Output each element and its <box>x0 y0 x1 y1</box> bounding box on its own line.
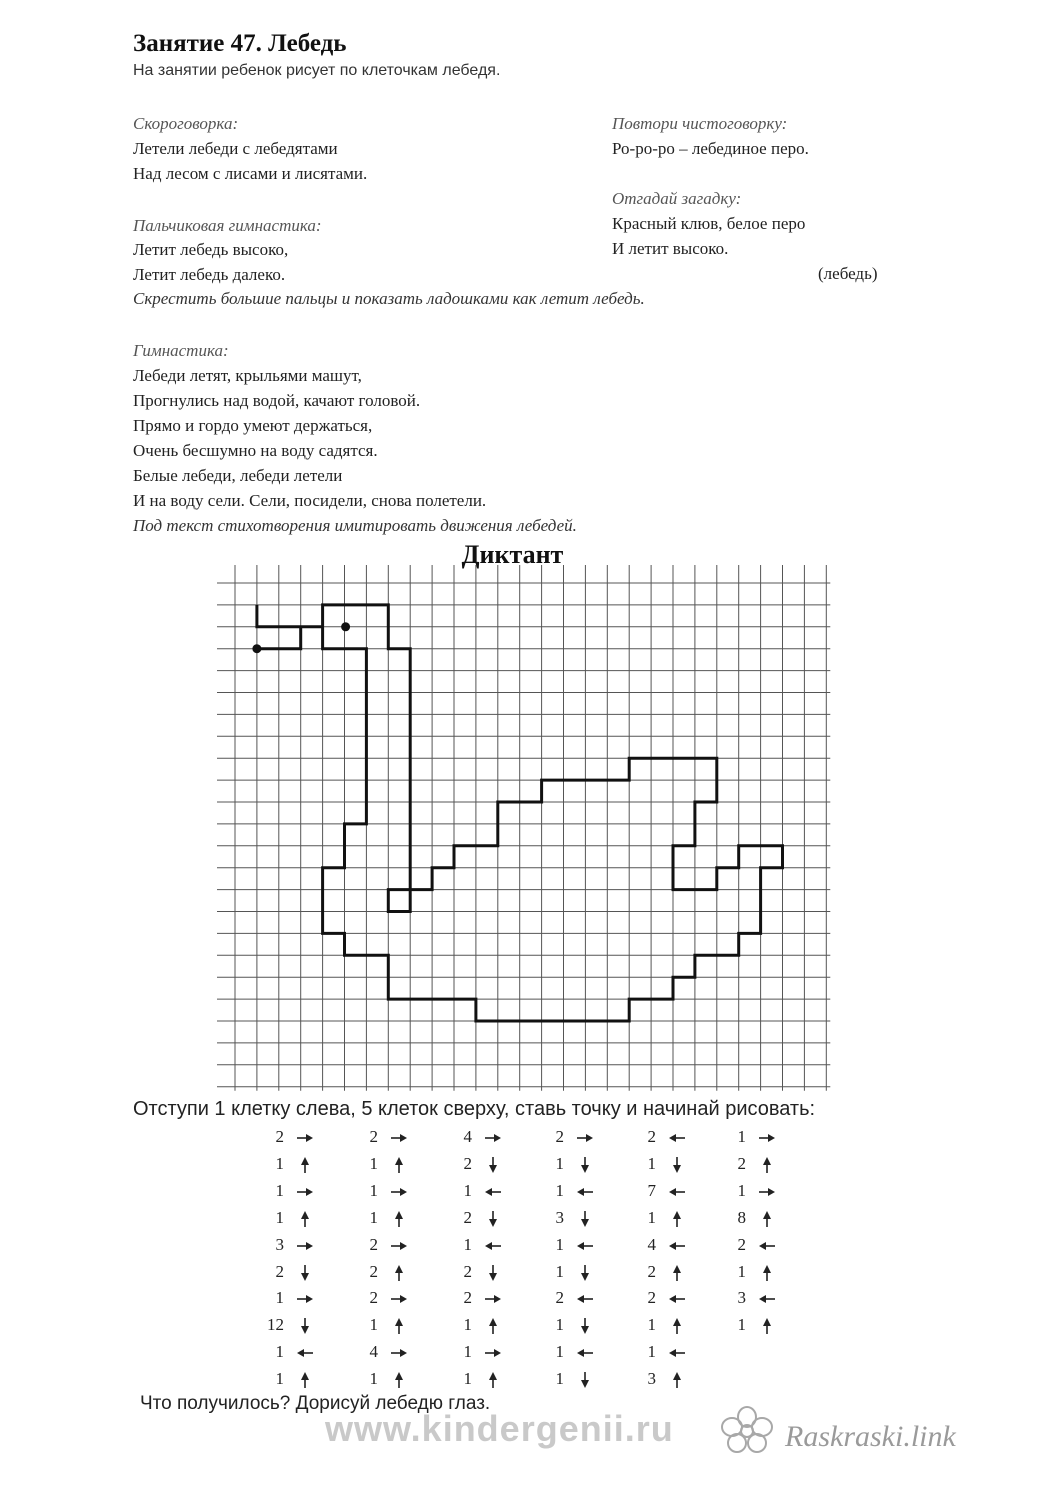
step-count: 2 <box>275 1127 284 1146</box>
dictation-step <box>336 1154 416 1176</box>
dictation-step <box>242 1235 322 1257</box>
gymnastics-heading: Гимнастика: <box>133 341 229 360</box>
dictation-step <box>336 1315 416 1337</box>
arrow-up-icon <box>388 1263 410 1283</box>
arrow-right-icon <box>388 1128 410 1148</box>
dictation-step <box>336 1127 416 1149</box>
dictation-step <box>242 1154 322 1176</box>
step-count: 2 <box>463 1261 472 1281</box>
dictation-step <box>614 1181 694 1203</box>
finger-gym-heading: Пальчиковая гимнастика: <box>133 216 322 235</box>
gymnastics-line: Белые лебеди, лебеди летели <box>133 466 343 485</box>
dictation-title: Диктант <box>461 540 564 569</box>
grid-lines <box>217 565 830 1091</box>
dictation-step <box>704 1288 784 1310</box>
arrow-down-icon <box>574 1316 596 1336</box>
arrow-right-icon <box>388 1182 410 1202</box>
step-count: 1 <box>275 1207 284 1227</box>
step-count: 2 <box>647 1288 656 1308</box>
arrow-down-icon <box>482 1209 504 1229</box>
dictation-step <box>430 1262 510 1284</box>
dictation-step <box>522 1181 602 1203</box>
step-count: 1 <box>555 1342 564 1362</box>
arrow-right-icon <box>388 1236 410 1256</box>
step-count: 3 <box>275 1234 284 1254</box>
step-count: 1 <box>555 1369 564 1389</box>
arrow-up-icon <box>388 1209 410 1229</box>
dictation-step <box>522 1127 602 1149</box>
step-count: 2 <box>369 1127 378 1146</box>
arrow-right-icon <box>482 1289 504 1309</box>
step-count: 2 <box>463 1288 472 1308</box>
step-count: 4 <box>463 1127 472 1146</box>
dictation-step <box>704 1235 784 1257</box>
arrow-down-icon <box>574 1209 596 1229</box>
dictation-step <box>522 1262 602 1284</box>
dictation-step <box>614 1315 694 1337</box>
dictation-step <box>336 1208 416 1230</box>
dictation-step <box>336 1181 416 1203</box>
dictation-step <box>336 1262 416 1284</box>
step-count: 1 <box>737 1127 746 1146</box>
step-count: 1 <box>555 1234 564 1254</box>
step-count: 3 <box>647 1369 656 1389</box>
gymnastics-line: Прямо и гордо умеют держаться, <box>133 416 373 435</box>
arrow-right-icon <box>388 1289 410 1309</box>
arrow-up-icon <box>388 1155 410 1175</box>
dictation-step <box>704 1154 784 1176</box>
step-count: 1 <box>737 1180 746 1200</box>
arrow-right-icon <box>482 1343 504 1363</box>
arrow-down-icon <box>574 1263 596 1283</box>
dictation-step <box>242 1315 322 1337</box>
arrow-down-icon <box>666 1155 688 1175</box>
dictation-step <box>614 1127 694 1149</box>
step-count: 1 <box>555 1180 564 1200</box>
arrow-left-icon <box>482 1182 504 1202</box>
dictation-step <box>336 1288 416 1310</box>
dictation-step <box>704 1262 784 1284</box>
arrow-down-icon <box>574 1155 596 1175</box>
arrow-up-icon <box>294 1155 316 1175</box>
step-count: 7 <box>647 1180 656 1200</box>
step-count: 2 <box>369 1261 378 1281</box>
arrow-left-icon <box>574 1182 596 1202</box>
dictation-step <box>614 1208 694 1230</box>
step-count: 1 <box>555 1261 564 1281</box>
dictation-step <box>522 1154 602 1176</box>
dictation-step <box>614 1288 694 1310</box>
dictation-step <box>522 1369 602 1391</box>
dictation-step <box>430 1235 510 1257</box>
gymnastics-line: И на воду сели. Сели, посидели, снова полетели. <box>133 491 487 510</box>
dictation-step <box>704 1208 784 1230</box>
arrow-down-icon <box>482 1155 504 1175</box>
brand-watermark: Raskraski.link <box>785 1420 956 1453</box>
arrow-up-icon <box>666 1263 688 1283</box>
dictation-step <box>430 1342 510 1364</box>
step-count: 1 <box>369 1207 378 1227</box>
dictation-step <box>430 1154 510 1176</box>
finger-gym-note: Скрестить большие пальцы и показать ладошками как летит лебедь. <box>133 289 645 308</box>
arrow-up-icon <box>666 1370 688 1390</box>
dictation-step <box>430 1181 510 1203</box>
arrow-up-icon <box>756 1155 778 1175</box>
arrow-right-icon <box>294 1128 316 1148</box>
step-count: 1 <box>369 1369 378 1389</box>
page-subtitle: На занятии ребенок рисует по клеточкам лебедя. <box>133 62 501 79</box>
arrow-right-icon <box>294 1236 316 1256</box>
step-count: 1 <box>275 1288 284 1308</box>
dictation-step <box>242 1369 322 1391</box>
step-count: 1 <box>463 1234 472 1254</box>
step-count: 1 <box>369 1180 378 1200</box>
dictation-step <box>614 1262 694 1284</box>
arrow-left-icon <box>666 1128 688 1148</box>
dictation-step <box>430 1288 510 1310</box>
arrow-down-icon <box>294 1263 316 1283</box>
dictation-instruction: Отступи 1 клетку слева, 5 клеток сверху, ставь точку и начинай рисовать: <box>133 1098 816 1120</box>
dictation-step <box>430 1369 510 1391</box>
arrow-left-icon <box>666 1236 688 1256</box>
riddle-heading: Отгадай загадку: <box>612 189 742 208</box>
arrow-up-icon <box>666 1209 688 1229</box>
arrow-left-icon <box>574 1236 596 1256</box>
dictation-step <box>430 1127 510 1149</box>
arrow-up-icon <box>756 1263 778 1283</box>
step-count: 2 <box>463 1153 472 1173</box>
arrow-up-icon <box>756 1209 778 1229</box>
gymnastics-line: Лебеди летят, крыльями машут, <box>133 366 362 385</box>
step-count: 3 <box>737 1288 746 1308</box>
dictation-step <box>242 1342 322 1364</box>
arrow-right-icon <box>294 1182 316 1202</box>
dictation-step <box>336 1235 416 1257</box>
arrow-left-icon <box>666 1289 688 1309</box>
arrow-left-icon <box>666 1343 688 1363</box>
dictation-step <box>430 1208 510 1230</box>
arrow-up-icon <box>482 1370 504 1390</box>
dictation-step <box>522 1288 602 1310</box>
step-count: 2 <box>463 1207 472 1227</box>
dictation-step <box>704 1315 784 1337</box>
arrow-down-icon <box>574 1370 596 1390</box>
arrow-up-icon <box>482 1316 504 1336</box>
arrow-up-icon <box>294 1209 316 1229</box>
step-count: 1 <box>463 1180 472 1200</box>
step-count: 3 <box>555 1207 564 1227</box>
page-title: Занятие 47. Лебедь <box>133 30 347 57</box>
step-count: 4 <box>369 1342 378 1362</box>
arrow-up-icon <box>388 1370 410 1390</box>
step-count: 2 <box>369 1288 378 1308</box>
step-count: 1 <box>555 1315 564 1335</box>
step-count: 1 <box>369 1315 378 1335</box>
gymnastics-note: Под текст стихотворения имитировать движения лебедей. <box>133 516 577 535</box>
step-count: 1 <box>463 1342 472 1362</box>
step-count: 1 <box>647 1342 656 1362</box>
arrow-left-icon <box>482 1236 504 1256</box>
step-count: 1 <box>737 1261 746 1281</box>
dictation-step <box>336 1342 416 1364</box>
dictation-step <box>336 1369 416 1391</box>
riddle-line: Красный клюв, белое перо <box>612 214 806 233</box>
tongue-twister-heading: Скороговорка: <box>133 114 239 133</box>
finger-gym-line: Летит лебедь высоко, <box>133 240 289 259</box>
step-count: 1 <box>275 1342 284 1362</box>
swan-eye <box>341 622 350 631</box>
arrow-down-icon <box>294 1316 316 1336</box>
arrow-up-icon <box>756 1316 778 1336</box>
riddle-line: И летит высоко. <box>612 239 729 258</box>
step-count: 1 <box>369 1153 378 1173</box>
arrow-left-icon <box>574 1289 596 1309</box>
dictation-step <box>242 1127 322 1149</box>
dictation-step <box>242 1208 322 1230</box>
arrow-right-icon <box>756 1182 778 1202</box>
dictation-step <box>614 1235 694 1257</box>
step-count: 2 <box>737 1153 746 1173</box>
arrow-left-icon <box>756 1236 778 1256</box>
footer-question: Что получилось? Дорисуй лебедю глаз. <box>140 1393 491 1414</box>
dictation-step <box>704 1127 784 1149</box>
arrow-left-icon <box>756 1289 778 1309</box>
step-count: 1 <box>463 1369 472 1389</box>
dictation-step <box>704 1181 784 1203</box>
riddle-answer: (лебедь) <box>818 264 878 283</box>
flower-icon <box>718 1405 776 1455</box>
step-count: 12 <box>267 1315 284 1335</box>
repeat-line: Ро-ро-ро – лебединое перо. <box>612 139 809 158</box>
step-count: 8 <box>737 1207 746 1227</box>
step-count: 4 <box>647 1234 656 1254</box>
site-watermark: www.kindergenii.ru <box>325 1408 674 1449</box>
step-count: 1 <box>275 1369 284 1389</box>
step-count: 2 <box>737 1234 746 1254</box>
step-count: 1 <box>647 1207 656 1227</box>
dictation-step <box>614 1369 694 1391</box>
dictation-step <box>242 1181 322 1203</box>
step-count: 1 <box>555 1153 564 1173</box>
step-count: 1 <box>737 1315 746 1335</box>
arrow-left-icon <box>574 1343 596 1363</box>
arrow-left-icon <box>666 1182 688 1202</box>
step-count: 2 <box>369 1234 378 1254</box>
step-count: 2 <box>647 1127 656 1146</box>
arrow-down-icon <box>482 1263 504 1283</box>
arrow-up-icon <box>666 1316 688 1336</box>
arrow-right-icon <box>482 1128 504 1148</box>
step-count: 1 <box>463 1315 472 1335</box>
step-count: 2 <box>647 1261 656 1281</box>
gymnastics-line: Прогнулись над водой, качают головой. <box>133 391 421 410</box>
dictation-step <box>242 1288 322 1310</box>
finger-gym-line: Летит лебедь далеко. <box>133 265 286 284</box>
arrow-up-icon <box>388 1316 410 1336</box>
dictation-step <box>430 1315 510 1337</box>
dictation-step <box>522 1235 602 1257</box>
arrow-right-icon <box>756 1128 778 1148</box>
arrow-up-icon <box>294 1370 316 1390</box>
dictation-step <box>522 1315 602 1337</box>
gymnastics-line: Очень бесшумно на воду садятся. <box>133 441 378 460</box>
step-count: 2 <box>555 1288 564 1308</box>
dictation-step <box>614 1342 694 1364</box>
arrow-right-icon <box>574 1128 596 1148</box>
step-count: 1 <box>275 1153 284 1173</box>
step-count: 1 <box>647 1315 656 1335</box>
arrow-left-icon <box>294 1343 316 1363</box>
step-count: 1 <box>275 1180 284 1200</box>
arrow-right-icon <box>388 1343 410 1363</box>
dictation-step <box>522 1342 602 1364</box>
start-point <box>252 644 261 653</box>
step-count: 2 <box>275 1261 284 1281</box>
dictation-step <box>242 1262 322 1284</box>
arrow-right-icon <box>294 1289 316 1309</box>
step-count: 1 <box>647 1153 656 1173</box>
dictation-step <box>614 1154 694 1176</box>
tongue-twister-line: Летели лебеди с лебедятами <box>133 139 338 158</box>
dictation-step <box>522 1208 602 1230</box>
repeat-heading: Повтори чистоговорку: <box>612 114 788 133</box>
step-count: 2 <box>555 1127 564 1146</box>
tongue-twister-line: Над лесом с лисами и лисятами. <box>133 164 368 183</box>
